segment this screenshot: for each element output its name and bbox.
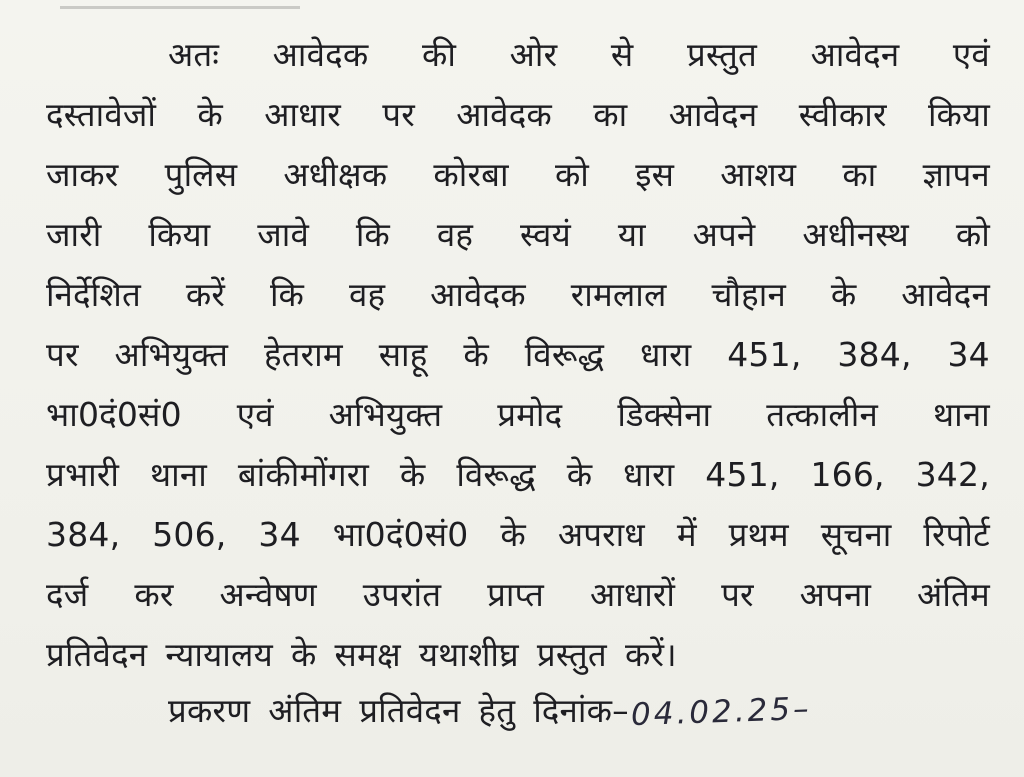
paragraph-word: समक्ष (334, 635, 401, 674)
paragraph-word: पर (46, 335, 79, 374)
paragraph-word: एवं (952, 35, 990, 74)
paragraph-word: साहू (378, 335, 428, 374)
paragraph-word: यथाशीघ्र (418, 635, 519, 674)
paragraph-word: प्रतिवेदन (46, 635, 148, 674)
paragraph-word: 506, (152, 515, 227, 554)
paragraph-word: 342, (915, 455, 990, 494)
paragraph-line (46, 92, 990, 138)
paragraph-word: थाना (150, 455, 207, 494)
paragraph-word: कि (269, 275, 305, 314)
paragraph-word: के (463, 335, 489, 374)
paragraph-word: कि (355, 215, 390, 254)
paragraph-word: आवेदन (901, 275, 990, 314)
paragraph-word: के (290, 635, 317, 674)
paragraph-line (46, 392, 990, 438)
paragraph-word: अभियुक्त (328, 395, 443, 434)
paragraph-word: हेतराम (263, 335, 343, 374)
paragraph-word: विरूद्ध (456, 455, 536, 494)
paragraph-word: 166, (810, 455, 885, 494)
paragraph-line (46, 572, 990, 618)
paragraph-word: 451, (705, 455, 780, 494)
paragraph-word: आवेदक (456, 95, 552, 134)
paragraph-word: आवेदन (810, 35, 900, 74)
paragraph-word: से (610, 35, 634, 74)
date-label: दिनांक– (533, 691, 629, 730)
paragraph-word: के (566, 455, 593, 494)
paragraph-word: रिपोर्ट (923, 515, 990, 554)
paragraph-word: की (422, 35, 457, 74)
paragraph-word: प्रभारी (46, 455, 120, 494)
paragraph-word: प्रमोद (497, 395, 563, 434)
final-word: हेतु (478, 691, 516, 730)
paragraph-word: वह (436, 215, 474, 254)
paragraph-word: स्वीकार (798, 95, 887, 134)
paragraph-line (168, 32, 990, 78)
paragraph-line (46, 152, 990, 198)
paragraph-word: किया (148, 215, 211, 254)
paragraph-word: जावे (257, 215, 309, 254)
paragraph-word: अपने (692, 215, 756, 254)
paragraph-word: कर (134, 575, 174, 614)
paragraph-word: आशय (720, 155, 797, 194)
paragraph-word: करें (185, 275, 226, 314)
paragraph-word: धारा (640, 335, 692, 374)
paragraph-word: पर (721, 575, 754, 614)
paragraph-word: तत्कालीन (766, 395, 879, 434)
paragraph-word: अन्वेषण (219, 575, 317, 614)
paragraph-word: को (554, 155, 590, 194)
paragraph-word: प्रस्तुत (687, 35, 758, 74)
final-line (168, 688, 988, 734)
paragraph-word: स्वयं (520, 215, 571, 254)
paragraph-word: 34 (947, 335, 990, 374)
paragraph-word: पर (382, 95, 415, 134)
paragraph-word: इस (635, 155, 675, 194)
paragraph-word: सूचना (820, 515, 892, 554)
paragraph-word: अंतिम (916, 575, 990, 614)
paragraph-word: प्रस्तुत (536, 635, 607, 674)
paragraph-word: ज्ञापन (922, 155, 990, 194)
paragraph-word: को (955, 215, 990, 254)
paragraph-word: प्रथम (728, 515, 789, 554)
paragraph-word: दस्तावेजों (46, 95, 157, 134)
final-word: अंतिम (268, 691, 342, 730)
paragraph-word: एवं (236, 395, 274, 434)
paragraph-word: जाकर (46, 155, 119, 194)
paragraph-word: में (676, 515, 697, 554)
paragraph-word: धारा (623, 455, 675, 494)
handwritten-date: 04.02.25– (630, 690, 812, 734)
paragraph-line (46, 632, 990, 678)
final-word: प्रकरण (168, 691, 251, 730)
paragraph-word: उपरांत (362, 575, 442, 614)
paragraph-word: अभियुक्त (114, 335, 229, 374)
paragraph-word: भा0दं0सं0 (332, 515, 469, 554)
paragraph-word: 451, (727, 335, 802, 374)
paragraph-line (46, 332, 990, 378)
paragraph-line (46, 272, 990, 318)
paragraph-word: अपना (799, 575, 872, 614)
paragraph-word: निर्देशित (46, 275, 141, 314)
paragraph-word: प्राप्त (487, 575, 545, 614)
paragraph-word: रामलाल (570, 275, 667, 314)
paragraph-word: थाना (933, 395, 990, 434)
paragraph-word: 34 (258, 515, 301, 554)
paragraph-word: अपराध (557, 515, 645, 554)
paragraph-word: आधारों (589, 575, 676, 614)
paragraph-word: के (197, 95, 223, 134)
paragraph-word: आवेदन (668, 95, 758, 134)
paragraph-word: के (500, 515, 526, 554)
paragraph-word: डिक्सेना (617, 395, 712, 434)
paragraph-word: के (399, 455, 426, 494)
paragraph-word: न्यायालय (165, 635, 273, 674)
paragraph-word: अतः (168, 35, 220, 74)
paragraph-word: अधीक्षक (283, 155, 388, 194)
paragraph-line (46, 452, 990, 498)
cropped-text-remnant (60, 0, 300, 9)
paragraph-word: वह (348, 275, 386, 314)
paragraph-word: अधीनस्थ (802, 215, 909, 254)
final-word: प्रतिवेदन (359, 691, 461, 730)
paragraph-word: करें। (624, 635, 677, 674)
paragraph-word: किया (927, 95, 990, 134)
paragraph-word: का (593, 95, 628, 134)
paragraph-word: ओर (509, 35, 558, 74)
paragraph-word: भा0दं0सं0 (46, 395, 182, 434)
paragraph-word: पुलिस (164, 155, 238, 194)
paragraph-word: 384, (837, 335, 912, 374)
paragraph-line (46, 212, 990, 258)
paragraph-word: बांकीमोंगरा (237, 455, 370, 494)
paragraph-word: चौहान (711, 275, 786, 314)
paragraph-word: के (830, 275, 857, 314)
paragraph-word: विरूद्ध (524, 335, 605, 374)
paragraph-word: जारी (46, 215, 102, 254)
paragraph-word: 384, (46, 515, 121, 554)
paragraph-word: आवेदक (272, 35, 369, 74)
paragraph-word: या (617, 215, 646, 254)
paragraph-word: आवेदक (430, 275, 526, 314)
paragraph-word: का (842, 155, 877, 194)
paragraph-word: आधार (264, 95, 341, 134)
paragraph-line (46, 512, 990, 558)
paragraph-word: दर्ज (46, 575, 89, 614)
paragraph-word: कोरबा (433, 155, 509, 194)
